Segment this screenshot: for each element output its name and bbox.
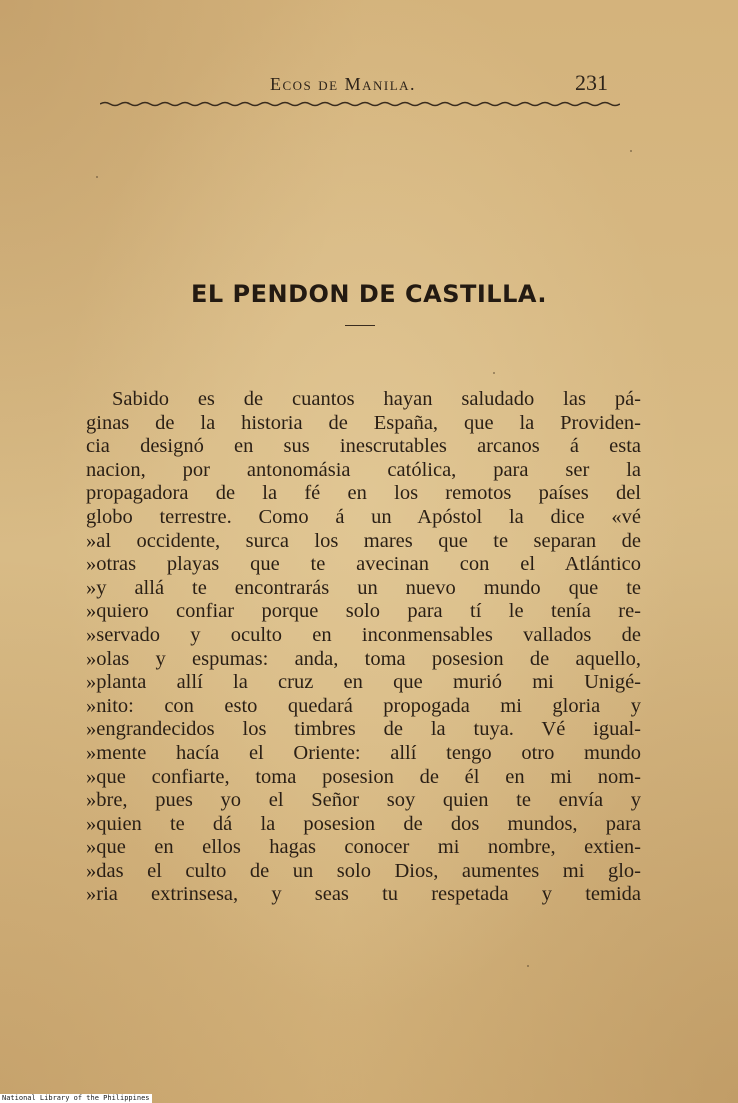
- text-line: »bre, pues yo el Señor soy quien te envía y: [86, 789, 641, 812]
- print-speck: [493, 372, 495, 374]
- text-line: »que confiarte, toma posesion de él en mi nom-: [86, 765, 641, 788]
- text-line: »quien te dá la posesion de dos mundos, para: [86, 812, 641, 835]
- text-line: ginas de la historia de España, que la Providen-: [86, 411, 641, 434]
- ornamental-head-rule: [100, 100, 620, 108]
- text-line: »olas y espumas: anda, toma posesion de aquello,: [86, 647, 641, 670]
- print-speck: [630, 150, 632, 152]
- text-line: Sabido es de cuantos hayan saludado las pá-: [112, 388, 641, 410]
- chapter-title: EL PENDON DE CASTILLA.: [190, 280, 548, 308]
- text-line: »ria extrinsesa, y seas tu respetada y temida: [86, 883, 641, 906]
- text-line: »mente hacía el Oriente: allí tengo otro mundo: [86, 741, 641, 764]
- text-line: nacion, por antonomásia católica, para ser la: [86, 458, 641, 481]
- text-line: »nito: con esto quedará propogada mi gloria y: [86, 694, 641, 717]
- body-text: [86, 388, 641, 907]
- print-speck: [96, 176, 98, 178]
- text-line: »engrandecidos los timbres de la tuya. Vé igual-: [86, 718, 641, 741]
- page-number: 231: [575, 70, 608, 95]
- text-line: propagadora de la fé en los remotos países del: [86, 482, 641, 505]
- text-line: »que en ellos hagas conocer mi nombre, extien-: [86, 836, 641, 859]
- title-rule: [345, 325, 375, 326]
- running-title: Ecos de Manila.: [270, 74, 417, 94]
- text-line: »al occidente, surca los mares que te separan de: [86, 529, 641, 552]
- text-line: »y allá te encontrarás un nuevo mundo que te: [86, 576, 641, 599]
- text-line: »planta allí la cruz en que murió mi Unigé-: [86, 671, 641, 694]
- text-line: globo terrestre. Como á un Apóstol la dice «vé: [86, 505, 641, 528]
- text-line: »otras playas que te avecinan con el Atlántico: [86, 553, 641, 576]
- text-line: cia designó en sus inescrutables arcanos á esta: [86, 435, 641, 458]
- print-speck: [527, 965, 529, 967]
- running-head: [100, 70, 620, 100]
- library-credit: National Library of the Philippines: [2, 1094, 150, 1102]
- text-line: »servado y oculto en inconmensables vallados de: [86, 623, 641, 646]
- text-line: »quiero confiar porque solo para tí le tenía re-: [86, 600, 641, 623]
- text-line: »das el culto de un solo Dios, aumentes mi glo-: [86, 859, 641, 882]
